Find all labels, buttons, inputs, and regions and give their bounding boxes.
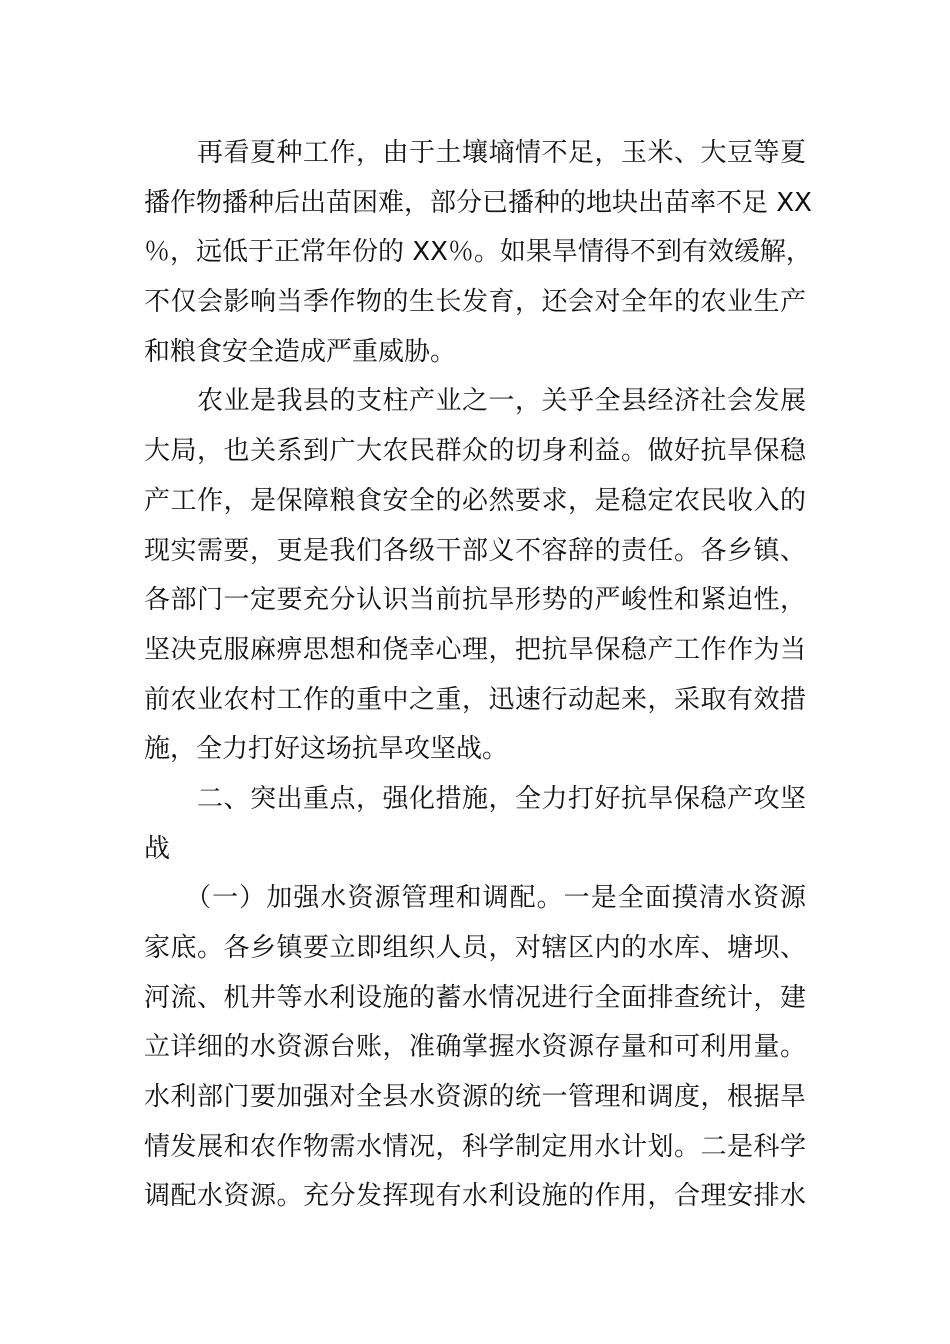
text-line: （一）加强水资源管理和调配。一是全面摸清水资源 — [144, 883, 806, 914]
text-line: 家底。各乡镇要立即组织人员，对辖区内的水库、塘坝、 — [144, 933, 806, 963]
text-line: 二、突出重点，强化措施，全力打好抗旱保稳产攻坚 — [144, 783, 806, 814]
text-line: 立详细的水资源台账，准确掌握水资源存量和可利用量。 — [144, 1032, 806, 1063]
text-line: 情发展和农作物需水情况，科学制定用水计划。二是科学 — [144, 1131, 806, 1162]
text-line: 前农业农村工作的重中之重，迅速行动起来，采取有效措 — [144, 684, 806, 715]
text-line: 河流、机井等水利设施的蓄水情况进行全面排查统计，建 — [144, 982, 806, 1013]
text-line: 水利部门要加强对全县水资源的统一管理和调度，根据旱 — [144, 1082, 806, 1113]
text-line: 和粮食安全造成严重威胁。 — [144, 336, 457, 367]
text-line: 现实需要，更是我们各级干部义不容辞的责任。各乡镇、 — [144, 535, 806, 566]
text-line: ％，远低于正常年份的 XX％。如果旱情得不到有效缓解， — [144, 237, 812, 268]
text-line: 调配水资源。充分发挥现有水利设施的作用，合理安排水 — [144, 1181, 806, 1212]
text-line: 战 — [144, 833, 171, 864]
text-line: 再看夏种工作，由于土壤墒情不足，玉米、大豆等夏 — [144, 138, 806, 168]
text-line: 播作物播种后出苗困难，部分已播种的地块出苗率不足 XX — [144, 187, 812, 218]
text-line: 坚决克服麻痹思想和侥幸心理，把抗旱保稳产工作作为当 — [144, 634, 806, 665]
text-line: 大局，也关系到广大农民群众的切身利益。做好抗旱保稳 — [144, 436, 806, 467]
text-line: 产工作，是保障粮食安全的必然要求，是稳定农民收入的 — [144, 485, 806, 516]
document-body — [144, 129, 812, 1222]
text-line: 施，全力打好这场抗旱攻坚战。 — [144, 734, 509, 765]
text-line: 各部门一定要充分认识当前抗旱形势的严峻性和紧迫性， — [144, 585, 806, 616]
text-line: 不仅会影响当季作物的生长发育，还会对全年的农业生产 — [144, 287, 806, 318]
text-line: 农业是我县的支柱产业之一，关乎全县经济社会发展 — [144, 386, 806, 417]
